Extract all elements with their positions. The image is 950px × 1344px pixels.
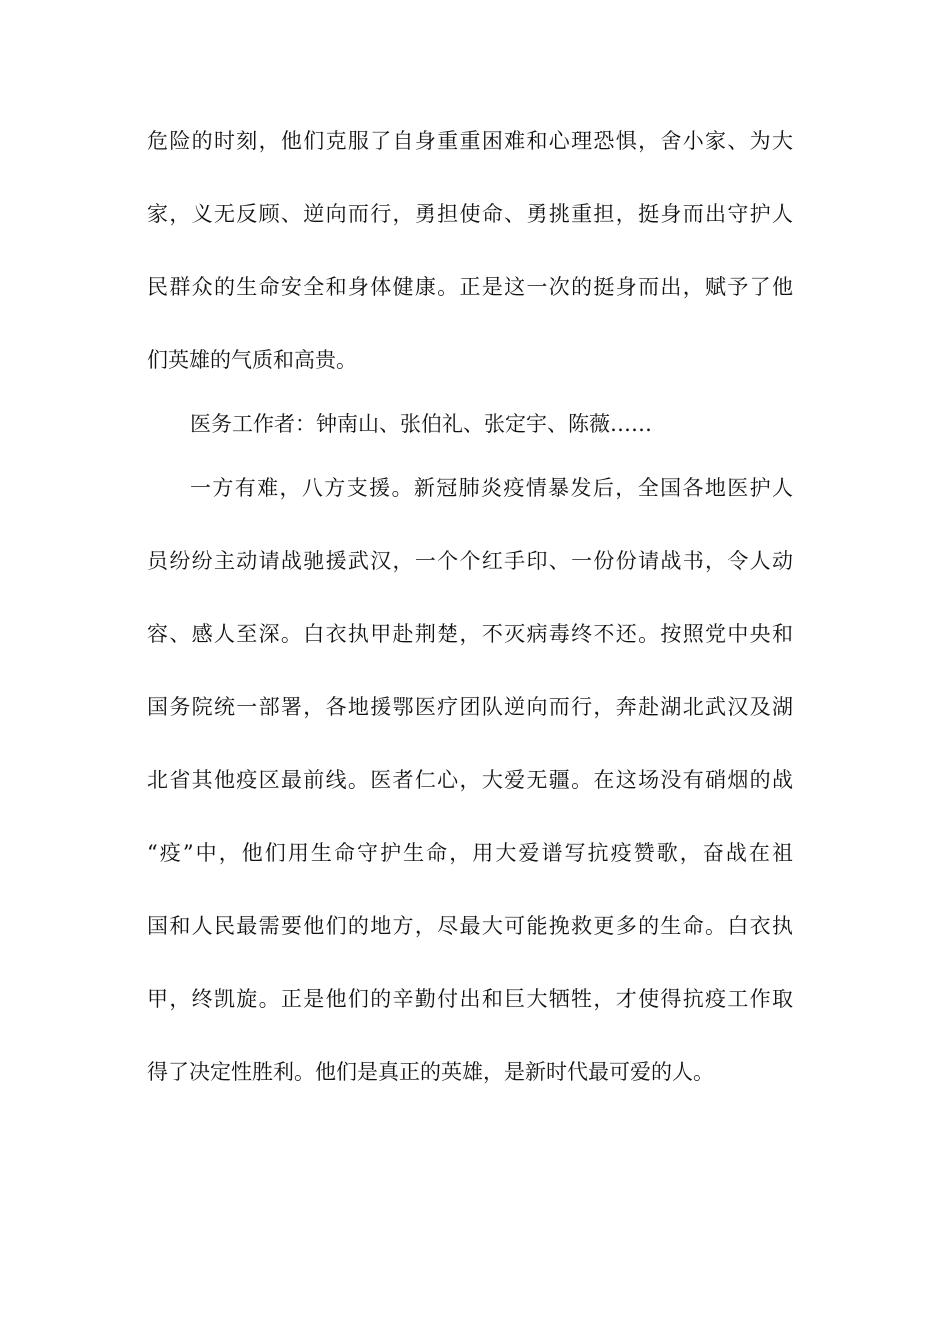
text-line: 国和人民最需要他们的地方，尽最大可能挽救更多的生命。白衣执 (147, 914, 793, 938)
text-line: 员纷纷主动请战驰援武汉，一个个红手印、一份份请战书，令人动 (147, 549, 793, 573)
text-line: 民群众的生命安全和身体健康。正是这一次的挺身而出，赋予了他 (147, 275, 793, 299)
text-line: 一方有难，八方支援。新冠肺炎疫情暴发后，全国各地医护人 (190, 476, 793, 500)
document-body (147, 130, 793, 1083)
text-line: 容、感人至深。白衣执甲赴荆楚，不灭病毒终不还。按照党中央和 (147, 622, 793, 646)
text-line: 甲，终凯旋。正是他们的辛勤付出和巨大牺牲，才使得抗疫工作取 (147, 987, 793, 1011)
text-line: 北省其他疫区最前线。医者仁心，大爱无疆。在这场没有硝烟的战 (147, 768, 793, 792)
text-line: 国务院统一部署，各地援鄂医疗团队逆向而行，奔赴湖北武汉及湖 (147, 695, 793, 719)
text-line: 得了决定性胜利。他们是真正的英雄，是新时代最可爱的人。 (147, 1060, 714, 1084)
text-line: “疫”中，他们用生命守护生命，用大爱谱写抗疫赞歌，奋战在祖 (147, 841, 793, 865)
text-line: 危险的时刻，他们克服了自身重重困难和心理恐惧，舍小家、为大 (147, 129, 793, 153)
text-line: 们英雄的气质和高贵。 (147, 348, 357, 372)
text-line: 家，义无反顾、逆向而行，勇担使命、勇挑重担，挺身而出守护人 (147, 202, 793, 226)
text-line: 医务工作者：钟南山、张伯礼、张定宇、陈薇…… (190, 412, 652, 436)
